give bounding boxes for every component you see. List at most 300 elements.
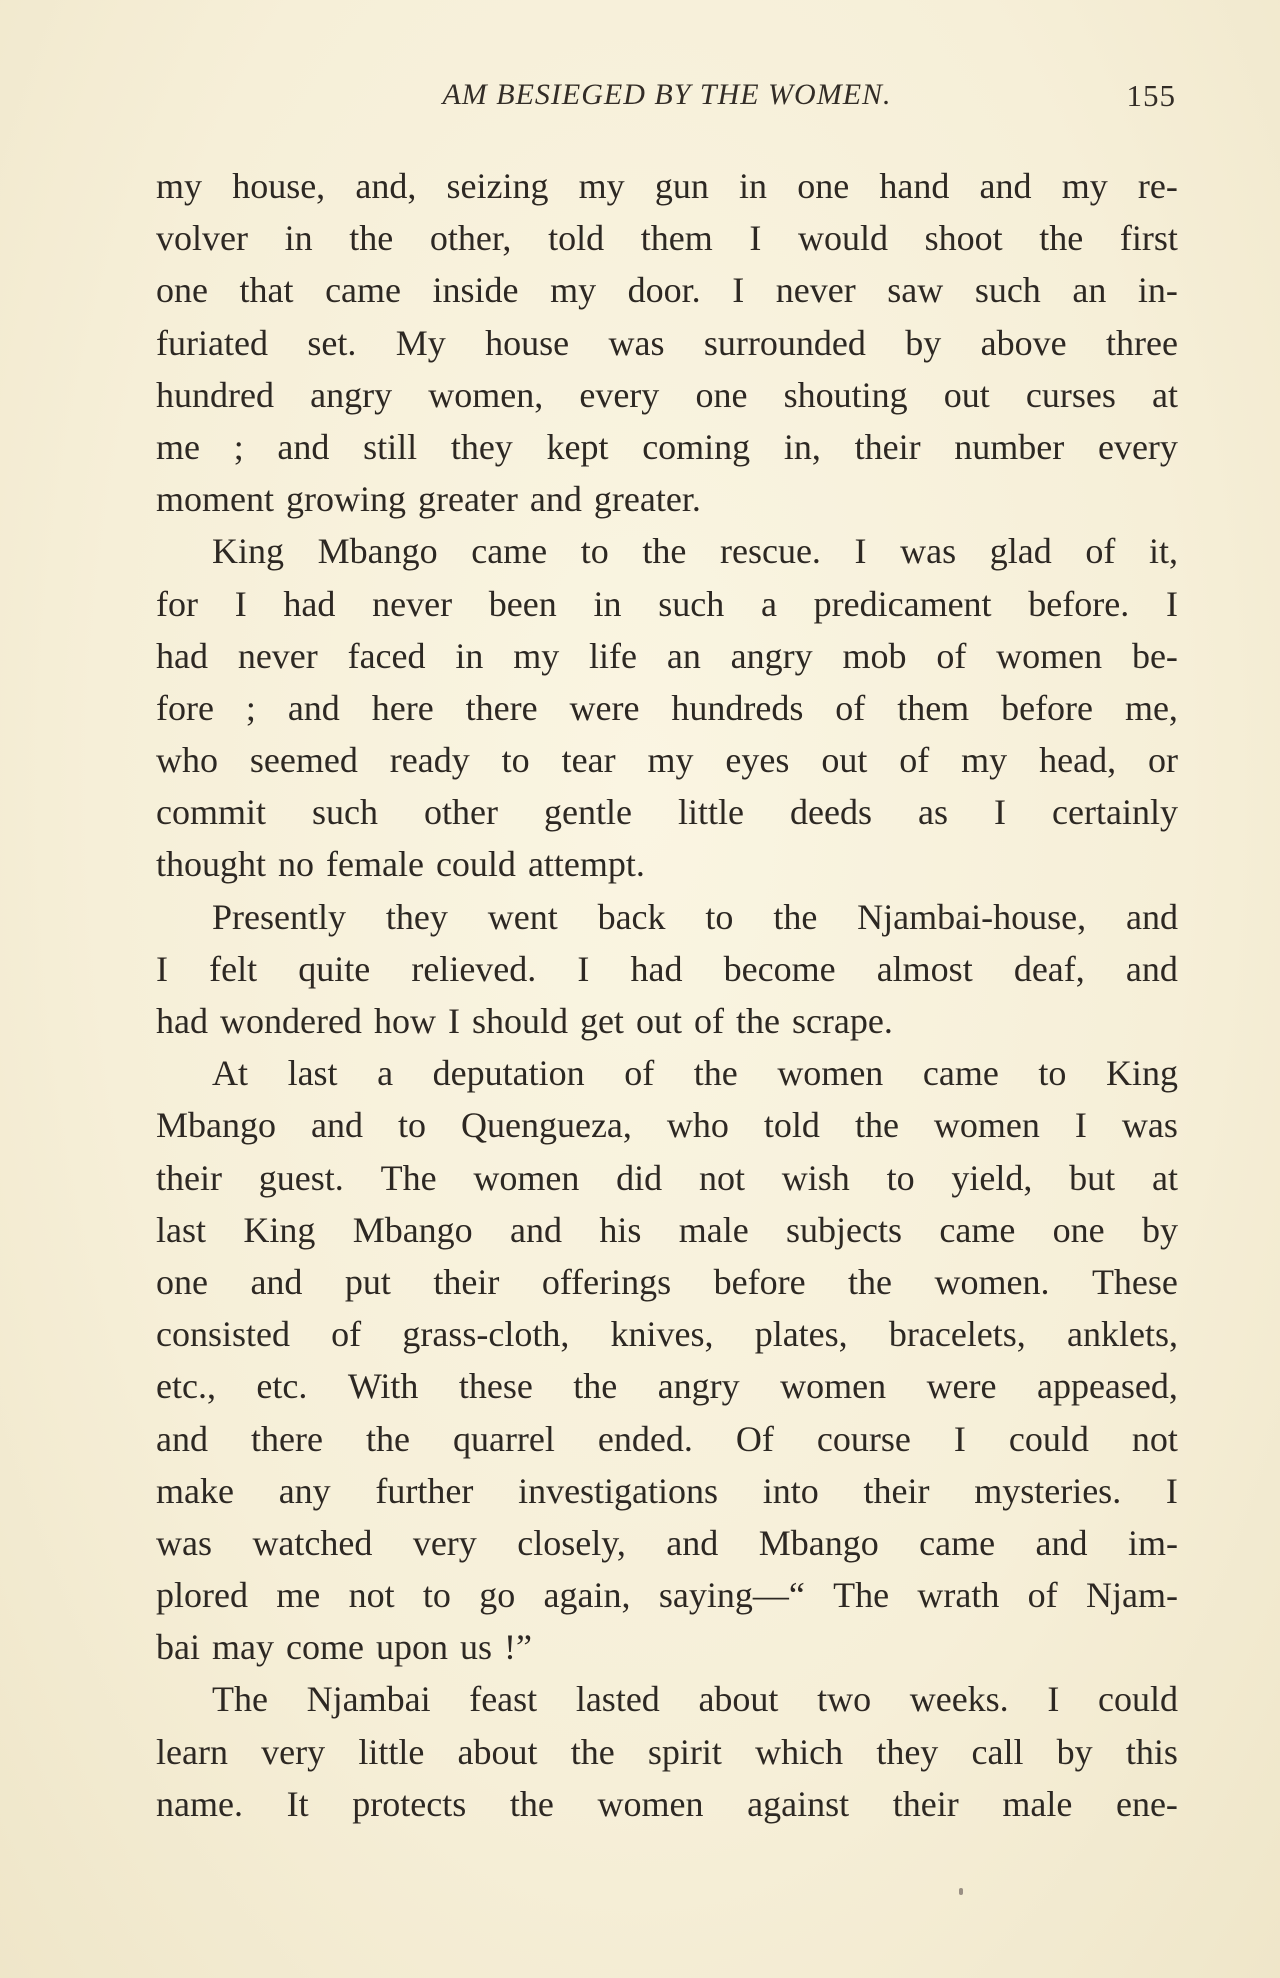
word: and <box>666 1522 719 1563</box>
text-line <box>156 160 1178 212</box>
word: that <box>239 270 294 311</box>
word: re- <box>1137 166 1178 206</box>
text-line <box>156 1047 1178 1099</box>
word: these <box>458 1366 533 1407</box>
word: women. <box>934 1261 1050 1302</box>
word: came <box>919 1522 996 1563</box>
word: plates, <box>754 1314 848 1355</box>
word: women <box>933 1105 1040 1146</box>
word: out <box>943 374 990 415</box>
word: set. <box>307 322 357 363</box>
word: to <box>422 1575 451 1616</box>
word: glad <box>989 531 1052 572</box>
word: attempt. <box>527 844 645 885</box>
word: at <box>1151 1157 1178 1198</box>
word: to <box>705 896 734 937</box>
word: door. <box>627 270 701 311</box>
word: tear <box>561 740 616 781</box>
word: house, <box>232 166 326 206</box>
word: and <box>1125 896 1178 937</box>
text-line <box>156 578 1178 630</box>
word: curses <box>1025 374 1116 415</box>
word: Mbango <box>156 1105 276 1146</box>
word: women <box>777 1053 884 1094</box>
word: consisted <box>156 1314 290 1355</box>
word: deaf, <box>1013 948 1085 989</box>
word: before <box>713 1261 806 1302</box>
word: the <box>365 1418 410 1459</box>
text-line <box>156 1569 1178 1621</box>
word: in, <box>783 426 821 467</box>
word: saw <box>887 270 944 311</box>
word: weeks. <box>909 1679 1009 1720</box>
text-line <box>156 525 1178 577</box>
word: of <box>624 1053 655 1094</box>
word: their <box>892 1783 959 1824</box>
word: every <box>579 374 660 415</box>
word: It <box>286 1783 309 1824</box>
word: came <box>325 270 401 311</box>
word: Of <box>735 1418 774 1459</box>
word: was <box>900 531 957 572</box>
word: wish <box>781 1157 850 1198</box>
word: an <box>666 635 701 676</box>
text-line <box>156 1308 1178 1360</box>
word: feast <box>469 1679 538 1720</box>
word: to <box>886 1157 915 1198</box>
word: With <box>347 1366 419 1407</box>
word: the <box>349 218 394 259</box>
word: two <box>817 1679 872 1720</box>
word: my <box>550 270 597 311</box>
word: not <box>348 1575 395 1616</box>
text-line <box>156 264 1178 316</box>
word: very <box>261 1731 326 1772</box>
word: they <box>876 1731 939 1772</box>
word: female <box>326 844 424 885</box>
word: mysteries. <box>974 1470 1122 1511</box>
word: the <box>848 1261 893 1302</box>
word: rescue. <box>719 531 821 572</box>
word: in <box>593 583 622 624</box>
word: very <box>412 1522 477 1563</box>
word: there <box>251 1418 323 1459</box>
word: The <box>212 1679 268 1720</box>
word: I <box>732 270 745 311</box>
word: such <box>974 270 1041 311</box>
word: ended. <box>597 1418 693 1459</box>
word: it, <box>1148 531 1178 572</box>
word: to <box>397 1105 426 1146</box>
word: yield, <box>951 1157 1033 1198</box>
word: an <box>1072 270 1107 311</box>
text-line <box>156 1360 1178 1412</box>
word: came <box>939 1209 1016 1250</box>
word: These <box>1091 1261 1178 1302</box>
word: upon <box>375 1627 448 1668</box>
word: here <box>371 687 434 728</box>
word: felt <box>209 948 258 989</box>
word: almost <box>876 948 973 989</box>
word: was <box>1121 1105 1178 1146</box>
word: such <box>658 583 725 624</box>
word: came <box>922 1053 999 1094</box>
word: and <box>277 426 330 467</box>
text-line <box>156 421 1178 473</box>
word: the <box>1039 218 1084 259</box>
text-line <box>156 682 1178 734</box>
word: ; <box>245 687 256 728</box>
running-title: AM BESIEGED BY THE WOMEN. <box>442 78 892 111</box>
word: learn <box>156 1731 228 1772</box>
word: their <box>854 426 921 467</box>
word: investigations <box>518 1470 719 1511</box>
text-line <box>156 786 1178 838</box>
word: was <box>608 322 665 363</box>
word: women <box>597 1783 704 1824</box>
word: I <box>156 948 168 989</box>
word: into <box>762 1470 819 1511</box>
text-line <box>156 838 1178 890</box>
word: The <box>833 1575 890 1616</box>
word: plored <box>156 1575 248 1616</box>
word: women, <box>428 374 544 415</box>
word: predicament <box>813 583 992 624</box>
word: shoot <box>924 218 1003 259</box>
word: a <box>377 1053 394 1094</box>
word: by <box>905 322 942 363</box>
word: become <box>723 948 836 989</box>
word: or <box>1148 740 1178 781</box>
text-line <box>156 1413 1178 1465</box>
word: I <box>749 218 762 259</box>
word: saying—“ <box>658 1575 805 1616</box>
word: quite <box>298 948 371 989</box>
word: volver <box>156 218 248 259</box>
word: to <box>1038 1053 1067 1094</box>
text-line <box>156 317 1178 369</box>
word: the <box>642 531 687 572</box>
word: The <box>380 1157 437 1198</box>
word: them <box>897 687 970 728</box>
word: Njambai <box>306 1679 431 1720</box>
word: to <box>580 531 609 572</box>
word: angry <box>657 1366 740 1407</box>
word: number <box>954 426 1065 467</box>
word: hundreds <box>671 687 804 728</box>
text-line <box>156 1517 1178 1569</box>
page-header <box>158 78 1176 128</box>
word: wondered <box>219 1001 362 1041</box>
word: any <box>278 1470 331 1511</box>
word: the <box>573 1366 618 1407</box>
word: the <box>735 1001 780 1041</box>
ink-speck <box>959 1888 963 1895</box>
word: head, <box>1039 740 1117 781</box>
word: us <box>459 1627 492 1668</box>
word: me <box>156 426 200 467</box>
word: the <box>693 1053 738 1094</box>
word: one <box>156 1261 208 1302</box>
word: wrath <box>917 1575 1000 1616</box>
word: my <box>156 166 203 206</box>
word: surrounded <box>703 322 866 363</box>
word: by <box>1141 1209 1178 1250</box>
word: ready <box>389 740 470 781</box>
word: before. <box>1028 583 1130 624</box>
text-line <box>156 1778 1178 1830</box>
word: of <box>693 1001 724 1041</box>
word: the <box>570 1731 615 1772</box>
word: out <box>635 1001 682 1041</box>
word: was <box>156 1522 212 1563</box>
word: and <box>1035 1522 1088 1563</box>
word: and <box>156 1418 208 1459</box>
word: !” <box>503 1627 532 1668</box>
word: faced <box>347 635 426 676</box>
word: course <box>816 1418 911 1459</box>
word: their <box>433 1261 500 1302</box>
word: one <box>797 166 850 206</box>
word: and <box>510 1209 563 1250</box>
word: greater. <box>593 479 701 520</box>
word: how <box>373 1001 436 1041</box>
word: other, <box>429 218 512 259</box>
word: women <box>473 1157 580 1198</box>
word: hand <box>879 166 950 206</box>
text-line <box>156 943 1178 995</box>
word: I <box>1165 1470 1178 1511</box>
word: women <box>780 1366 887 1407</box>
word: get <box>579 1001 624 1041</box>
word: My <box>395 322 446 363</box>
word: and <box>311 1105 363 1146</box>
word: I <box>1074 1105 1087 1146</box>
word: etc., <box>156 1366 216 1407</box>
page-number: 155 <box>1126 78 1176 113</box>
word: one <box>156 270 208 311</box>
word: and <box>1125 948 1178 989</box>
word: they <box>450 426 513 467</box>
word: ; <box>233 426 244 467</box>
word: etc. <box>256 1366 308 1407</box>
word: not <box>698 1157 745 1198</box>
word: of <box>1027 1575 1058 1616</box>
word: thought <box>156 844 267 885</box>
word: of <box>1085 531 1116 572</box>
word: go <box>479 1575 516 1616</box>
word: never <box>775 270 856 311</box>
word: moment <box>156 479 274 520</box>
word: for <box>156 583 198 624</box>
word: deputation <box>432 1053 585 1094</box>
word: little <box>678 792 744 833</box>
word: I <box>234 583 247 624</box>
word: their <box>156 1157 222 1198</box>
word: be- <box>1131 635 1178 676</box>
word: offerings <box>541 1261 672 1302</box>
word: above <box>980 322 1067 363</box>
word: may <box>211 1627 274 1668</box>
word: subjects <box>786 1209 903 1250</box>
word: told <box>763 1105 820 1146</box>
word: of <box>331 1314 362 1355</box>
word: came <box>471 531 548 572</box>
word: closely, <box>517 1522 626 1563</box>
word: put <box>344 1261 391 1302</box>
word: seemed <box>249 740 358 781</box>
word: other <box>424 792 498 833</box>
word: could <box>1008 1418 1089 1459</box>
word: guest. <box>258 1157 344 1198</box>
word: every <box>1097 426 1178 467</box>
word: had <box>630 948 683 989</box>
word: King <box>1105 1053 1178 1094</box>
word: Mbango <box>352 1209 473 1250</box>
text-line <box>156 1465 1178 1517</box>
word: and <box>979 166 1032 206</box>
word: seizing <box>446 166 549 206</box>
word: the <box>854 1105 899 1146</box>
word: lasted <box>575 1679 660 1720</box>
word: and <box>287 687 340 728</box>
word: spirit <box>647 1731 722 1772</box>
word: last <box>287 1053 338 1094</box>
word: in <box>284 218 313 259</box>
word: still <box>363 426 418 467</box>
word: not <box>1131 1418 1178 1459</box>
word: first <box>1119 218 1178 259</box>
word: me, <box>1124 687 1178 728</box>
word: hundred <box>156 374 274 415</box>
word: angry <box>730 635 813 676</box>
word: eyes <box>725 740 790 781</box>
word: further <box>375 1470 474 1511</box>
word: scrape. <box>791 1001 893 1041</box>
word: Njambai-house, <box>857 896 1087 937</box>
text-line <box>156 473 1178 525</box>
word: King <box>212 531 284 572</box>
word: gentle <box>544 792 632 833</box>
word: should <box>471 1001 568 1041</box>
word: last <box>156 1209 206 1250</box>
word: three <box>1106 322 1178 363</box>
word: Presently <box>212 896 346 937</box>
word: commit <box>156 792 266 833</box>
word: and <box>250 1261 303 1302</box>
text-line <box>156 734 1178 786</box>
word: had <box>283 583 336 624</box>
text-line <box>156 1152 1178 1204</box>
text-line <box>156 1204 1178 1256</box>
word: relieved. <box>411 948 537 989</box>
word: never <box>237 635 318 676</box>
word: back <box>597 896 666 937</box>
word: they <box>385 896 448 937</box>
text-line <box>156 1726 1178 1778</box>
word: at <box>1151 374 1178 415</box>
word: my <box>961 740 1008 781</box>
word: make <box>156 1470 234 1511</box>
word: mob <box>842 635 907 676</box>
word: my <box>1061 166 1108 206</box>
word: kept <box>546 426 609 467</box>
text-line <box>156 1099 1178 1151</box>
word: could <box>1097 1679 1178 1720</box>
word: quarrel <box>452 1418 555 1459</box>
word: Njam- <box>1085 1575 1178 1616</box>
word: greater <box>417 479 518 520</box>
word: At <box>212 1053 248 1094</box>
word: one <box>1052 1209 1105 1250</box>
word: ene- <box>1115 1783 1178 1824</box>
text-line <box>156 891 1178 943</box>
word: watched <box>252 1522 373 1563</box>
word: bai <box>156 1627 200 1668</box>
word: by <box>1056 1731 1093 1772</box>
word: come <box>285 1627 364 1668</box>
word: shouting <box>783 374 908 415</box>
word: this <box>1125 1731 1178 1772</box>
word: women <box>996 635 1103 676</box>
word: I <box>1165 583 1178 624</box>
word: and, <box>355 166 417 206</box>
word: as <box>918 792 948 833</box>
word: me <box>276 1575 321 1616</box>
word: before <box>1001 687 1094 728</box>
word: protects <box>352 1783 467 1824</box>
word: one <box>695 374 748 415</box>
word: grass-cloth, <box>402 1314 570 1355</box>
word: which <box>755 1731 844 1772</box>
word: call <box>971 1731 1024 1772</box>
word: the <box>773 896 818 937</box>
word: Quengueza, <box>461 1105 632 1146</box>
text-line <box>156 212 1178 264</box>
word: but <box>1069 1157 1116 1198</box>
word: of <box>899 740 930 781</box>
word: been <box>488 583 557 624</box>
word: were <box>926 1366 997 1407</box>
word: of <box>835 687 866 728</box>
word: would <box>797 218 888 259</box>
word: angry <box>310 374 393 415</box>
word: I <box>953 1418 966 1459</box>
word: I <box>1047 1679 1060 1720</box>
word: told <box>548 218 605 259</box>
word: in <box>455 635 484 676</box>
word: I <box>577 948 590 989</box>
word: never <box>372 583 453 624</box>
text-line <box>156 1673 1178 1725</box>
word: deeds <box>790 792 872 833</box>
word: his <box>599 1209 642 1250</box>
word: could <box>435 844 516 885</box>
word: again, <box>543 1575 631 1616</box>
word: Mbango <box>317 531 438 572</box>
word: and <box>529 479 582 520</box>
word: gun <box>654 166 709 206</box>
word: had <box>156 1001 208 1041</box>
word: furiated <box>156 322 268 363</box>
word: appeased, <box>1036 1366 1178 1407</box>
word: in- <box>1137 270 1178 311</box>
word: had <box>156 635 208 676</box>
word: I <box>994 792 1007 833</box>
word: about <box>457 1731 538 1772</box>
word: name. <box>156 1783 243 1824</box>
word: anklets, <box>1066 1314 1178 1355</box>
